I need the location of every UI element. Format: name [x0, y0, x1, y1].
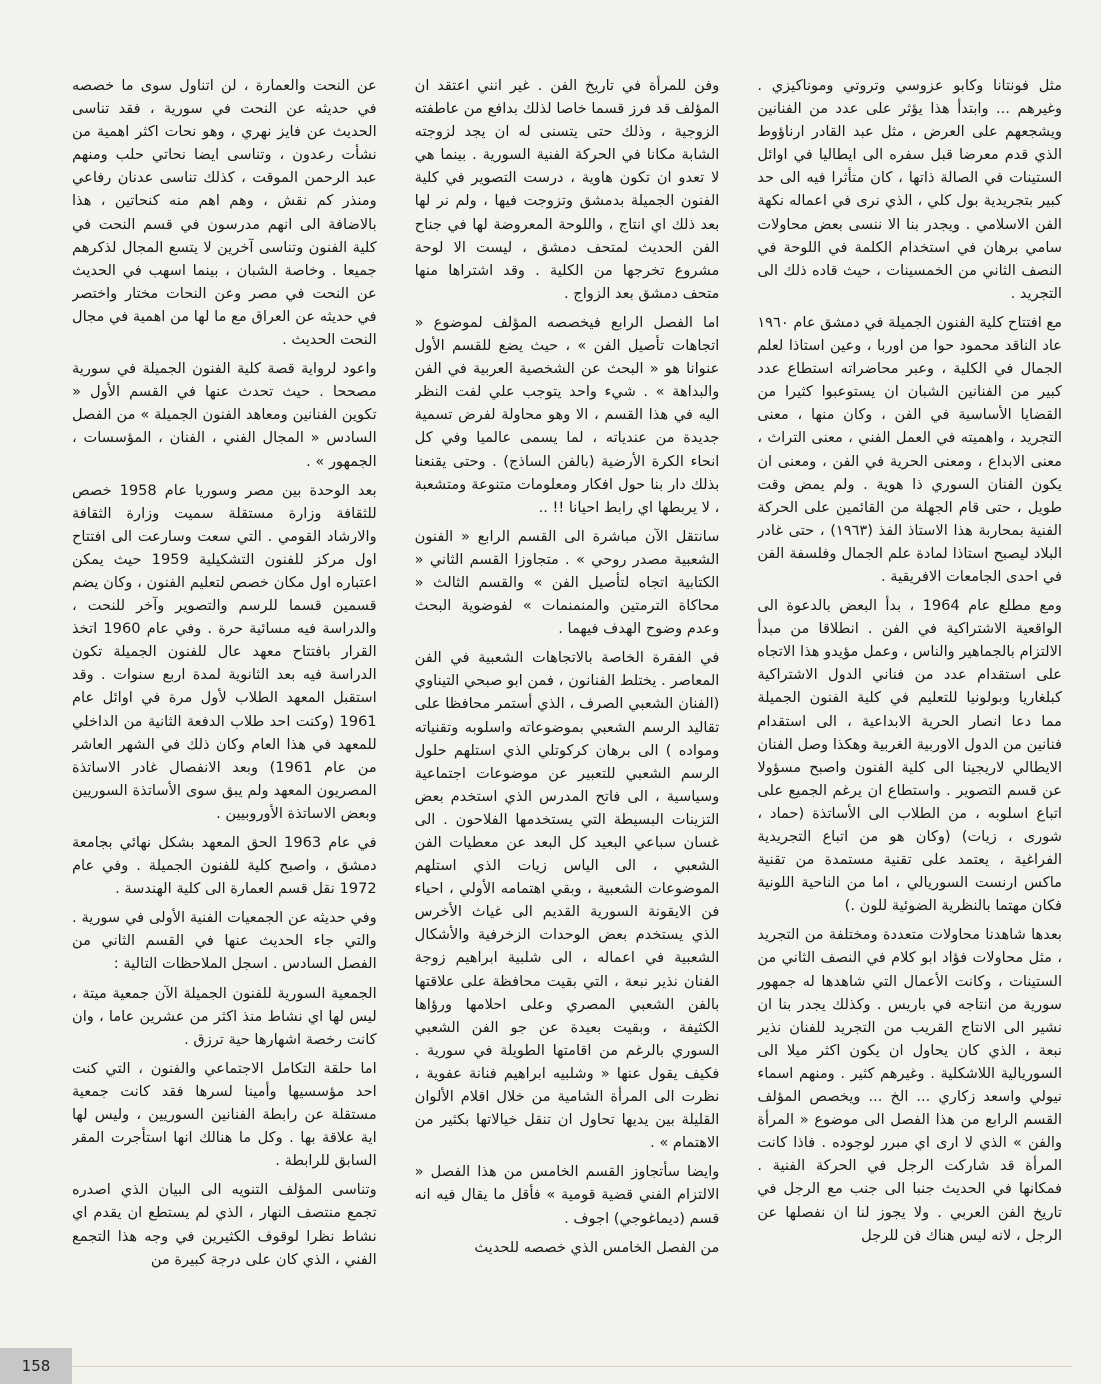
paragraph: مع افتتاح كلية الفنون الجميلة في دمشق عام ١٩٦٠ عاد الناقد محمود حوا من اوربا ، وعين استاذا لعلم الجمال في الكلية ، وعبر محاضراته استطاع عدد كبير من الفنانين الشبان ان يستوعبوا كثيرا من القضايا الأساسية في الفن ، وكان منها ، معنى التجريد ، واهميته في العمل الفني ، معنى التراث ، معنى الابداع ، ومعنى الحرية في الفن ، ومعنى ان يكون الفنان السوري ذا هوية . ولم يمض وقت طويل ، حتى قام الجهلة من القائمين على الحركة الفنية بمحاربة هذا الاستاذ الفذ (١٩٦٣) ، حتى غادر البلاد ليصبح استاذا لمادة علم الجمال وفلسفة الفن في احدى الجامعات الافريقية . [757, 313, 1062, 585]
paragraph: وفي حديثه عن الجمعيات الفنية الأولى في سورية . والتي جاء الحديث عنها في القسم الثاني من الفصل السادس . اسجل الملاحظات التالية : [71, 909, 377, 973]
paragraph: من الفصل الخامس الذي خصصه للحديث [474, 1238, 720, 1256]
paragraph: بعد الوحدة بين مصر وسوريا عام 1958 خصص للثقافة وزارة مستقلة سميت وزارة الثقافة والارشاد القومي . التي سعت وسارعت الى افتتاح اول مركز للفنون التشكيلية 1959 حيث يمكن اعتباره اول مكان خصص لتعليم الفنون ، وكان يضم قسمين قسما للرسم والتصوير وآخر للنحت ، والدراسة فيه مسائية حرة . وفي عام 1960 اتخذ القرار بافتتاح معهد عال للفنون الجميلة تكون الدراسة فيه بعد الثانوية لمدة اربع سنوات . وقد استقبل المعهد الطلاب لأول مرة في اوائل عام 1961 (وكنت احد طلاب الدفعة الثانية من الداخلي للمعهد في هذا العام وكان ذلك في الشهر العاشر من عام 1961) وبعد الانفصال غادر الاساتذة المصريون المعهد ولم يبق سوى الأساتذة السوريين وبعض الاساتذة الأوروبيين . [71, 481, 377, 822]
paragraph: الجمعية السورية للفنون الجميلة الآن جمعية ميتة ، ليس لها اي نشاط منذ اكثر من عشرين عاما ، وان كانت رخصة اشهارها حية ترزق . [71, 984, 377, 1048]
column-left [72, 74, 377, 1304]
paragraph: واعود لرواية قصة كلية الفنون الجميلة في سورية مصححا . حيث تحدث عنها في القسم الأول « تكوين الفنانين ومعاهد الفنون الجميلة » من الفصل السادس « المجال الفني ، الفنان ، المؤسسات ، الجمهور » . [71, 360, 377, 470]
paragraph: اما الفصل الرابع فيخصصه المؤلف لموضوع « اتجاهات تأصيل الفن » ، حيث يضع للقسم الأول عنوانا هو « البحث عن الشخصية العربية في الفن والبداهة » . شيء واحد يتوجب علي لفت النظر اليه في هذا القسم ، الا وهو محاولة لفرض تسمية جديدة من عندياته ، لما يسمى عالميا وفي كل انحاء الكرة الأرضية (بالفن الساذج) . وحتى يقنعنا بذلك دار بنا حول افكار ومعلومات متنوعة ومتشعبة ، لا يربطها اي رابط احيانا !! .. [414, 313, 720, 516]
paragraph: بعدها شاهدنا محاولات متعددة ومختلفة من التجريد ، مثل محاولات فؤاد ابو كلام في النصف الثاني من الستينات ، وكانت الأعمال التي شاهدها له جمهور سورية من انتاجه في باريس . وكذلك يجدر بنا ان نشير الى الانتاج القريب من التجريد للفنان نذير نبعة ، الذي كان يحاول ان يكون اكثر ميلا الى السوريالية اللاشكلية . وغيرهم كثير . ومنهم اسماء نيولي واسعد زكاري ... الخ ... ويخصص المؤلف القسم الرابع من هذا الفصل الى موضوع « المرأة والفن » الذي لا ارى اي مبرر لوجوده . فاذا كانت المرأة قد شاركت الرجل في الحركة الفنية . فمكانها في الحديث جنبا الى جنب مع الرجل في تاريخ الفن العربي . ولا يجوز لنا ان نفصلها عن الرجل ، لانه ليس هناك فن للرجل [757, 926, 1062, 1244]
text-columns [72, 74, 1062, 1304]
paragraph: وتناسى المؤلف التنويه الى البيان الذي اصدره تجمع منتصف النهار ، الذي لم يستطع ان يقدم اي نشاط نظرا لوقوف الكثيرين في وجه هذا التجمع الفني ، الذي كان على درجة كبيرة من [71, 1181, 377, 1268]
paragraph: اما حلقة التكامل الاجتماعي والفنون ، التي كنت احد مؤسسيها وأمينا لسرها فقد كانت جمعية مستقلة عن رابطة الفنانين السوريين ، وليس لها اية علاقة بها . وكل ما هنالك انها استأجرت المقر السابق للرابطة . [71, 1059, 377, 1170]
paragraph: وفن للمرأة في تاريخ الفن . غير انني اعتقد ان المؤلف قد فرز قسما خاصا لذلك بدافع من عاطفته الزوجية ، وذلك حتى يتسنى له ان يجد لزوجته الشابة مكانا في الحركة الفنية السورية . بينما هي لا تعدو ان تكون هاوية ، درست التصوير في كلية الفنون الجميلة بدمشق وتزوجت فيها ، ولم نر لها بعد ذلك اي انتاج ، واللوحة المعروضة لها في جناح الفن الحديث لمتحف دمشق ، ليست الا لوحة مشروع تخرجها من الكلية . وقد اشتراها منها متحف دمشق بعد الزواج . [414, 77, 720, 302]
paragraph: في عام 1963 الحق المعهد بشكل نهائي بجامعة دمشق ، واصبح كلية للفنون الجميلة . وفي عام 1972 نقل قسم العمارة الى كلية الهندسة . [71, 834, 377, 898]
paragraph: في الفقرة الخاصة بالاتجاهات الشعبية في الفن المعاصر . يختلط الفنانون ، فمن ابو صبحي التيناوي (الفنان الشعبي الصرف ، الذي أستمر محافظا على تقاليد الرسم الشعبي بموضوعاته واسلوبه وتقنياته ومواده ) الى برهان كركوتلي الذي استلهم حلول الرسم الشعبي للتعبير عن موضوعات اجتماعية وسياسية ، الى فاتح المدرس الذي استخدم بعض التزينات البسيطة التي يستخدمها الفلاحون . الى غسان سباعي البعيد كل البعد عن معطيات الفن الشعبي ، الى الياس زيات الذي استلهم الموضوعات الشعبية ، وبقي اهتمامه الأولي ، احياء فن الايقونة السورية القديم الى غياث الأخرس الذي يستخدم بعض الوحدات الزخرفية والأشكال الشعبية في اعماله ، الى شلبية ابراهيم زوجة الفنان نذير نبعة ، التي بقيت محافظة على علاقتها بالفن الشعبي المصري وعلى احلامها ورؤاها الكثيفة ، وبقيت بعيدة عن جو الفن الشعبي السوري بالرغم من اقامتها الطويلة في سورية . فكيف يقول عنها « وشلبيه ابراهيم فنانة عفوية ، نظرت الى المرأة الشامية من خلال اقلام الألوان القليلة بين يديها تحاول ان تنقل خيالاتها بكثير من الاهتمام » . [414, 649, 720, 1152]
page-number: 158 [0, 1348, 72, 1384]
column-right [757, 74, 1062, 1304]
column-middle [415, 74, 720, 1304]
paragraph: مثل فونتانا وكابو عزوسي وتروتي وموناكيزي . وغيرهم ... وابتدأ هذا يؤثر على عدد من الفنانين ويشجعهم على العرض ، مثل عبد القادر ارناؤوط الذي قدم معرضا قبل سفره الى ايطاليا في اوائل الستينات في الصالة ذاتها ، كان متأثرا فيه الى حد كبير بتجريدية بول كلي ، الذي نرى في اعماله نكهة الفن الاسلامي . ويجدر بنا الا ننسى بعض محاولات سامي برهان في استخدام الكلمة في اللوحة في النصف الثاني من الخمسينات ، حيث قاده ذلك الى التجريد . [757, 77, 1062, 302]
paragraph: وايضا سأتجاوز القسم الخامس من هذا الفصل « الالتزام الفني قضية قومية » فأقل ما يقال فيه انه قسم (ديماغوجي) اجوف . [414, 1163, 720, 1227]
paragraph: عن النحت والعمارة ، لن اتناول سوى ما خصصه في حديثه عن النحت في سورية ، فقد تناسى الحديث عن فايز نهري ، وهو نحات اكثر اهمية من نشأت رعدون ، وتناسى ايضا نحاتي حلب ومنهم عبد الرحمن الموقت ، كذلك تناسى عدنان رفاعي ومنذر كم نقش ، وهم اهم منه كنحاتين ، هذا بالاضافة الى انهم مدرسون في قسم النحت في كلية الفنون وتناسى آخرين لا يتسع المجال لذكرهم جميعا . وخاصة الشبان ، بينما اسهب في الحديث عن النحت في مصر وعن النحات مختار واختصر في حديثه عن العراق مع ما لها من اهمية في مجال النحت الحديث . [71, 77, 377, 349]
paragraph: ومع مطلع عام 1964 ، بدأ البعض بالدعوة الى الواقعية الاشتراكية في الفن . انطلاقا من مبدأ الالتزام بالجماهير والناس ، وعمل مؤيدو هذا الاتجاه على استقدام عدد من فناني الدول الاشتراكية كبلغاريا وبولونيا للتعليم في كلية الفنون الجميلة مما دعا انصار الحرية الابداعية ، الى استقدام فنانين من الدول الاوربية الغربية وهكذا وصل الفنان الايطالي لاريجينا الى كلية الفنون واصبح مسؤولا عن قسم التصوير . واستطاع ان يرغم الجميع على اتباع اسلوبه ، من الطلاب الى الأساتذة (حماد ، شورى ، زيات) (وكان هو من اتباع التجريدية الفراغية ، يعتمد على تقنية مستمدة من تقنية ماكس ارنست السوريالي ، اما من الناحية اللونية فكان مهتما بالنظرية الضوئية للون .) [757, 597, 1062, 915]
paragraph: سانتقل الآن مباشرة الى القسم الرابع « الفنون الشعبية مصدر روحي » . متجاوزا القسم الثاني « الكتابية اتجاه لتأصيل الفن » والقسم الثالث « محاكاة الترمتين والمنمنمات » لفوضوية البحث وعدم وضوح الهدف فيهما . [414, 527, 720, 638]
footer-rule [72, 1366, 1072, 1367]
